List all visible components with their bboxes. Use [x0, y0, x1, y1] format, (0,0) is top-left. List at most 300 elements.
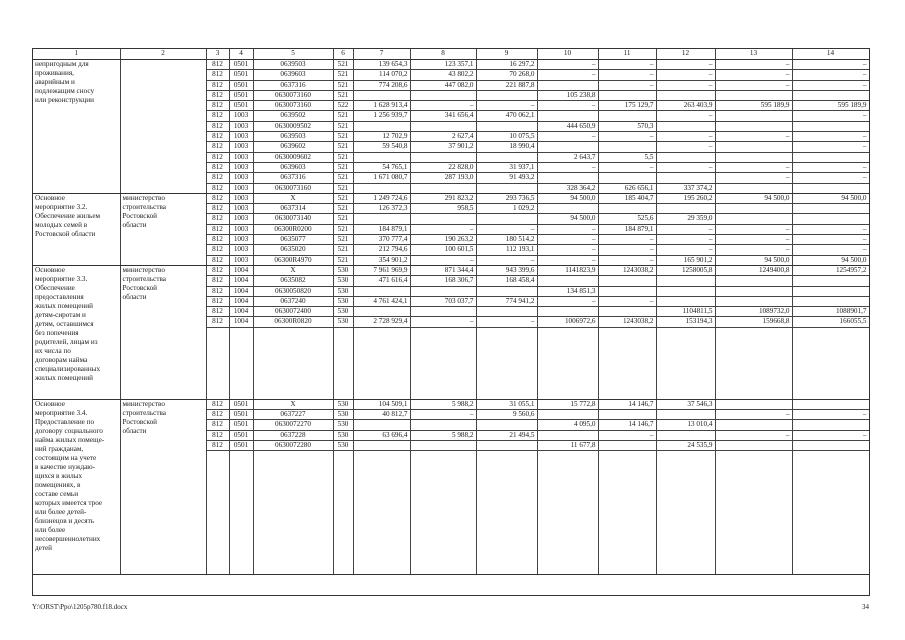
table-cell: 1 256 939,7	[353, 111, 410, 121]
table-cell: 1003	[229, 193, 253, 203]
empty-cell	[792, 554, 869, 564]
empty-cell	[206, 338, 229, 348]
table-cell: 0630072280	[253, 440, 333, 450]
empty-cell	[333, 482, 353, 492]
table-cell	[792, 296, 869, 306]
empty-cell	[598, 348, 656, 358]
table-cell: 105 238,8	[537, 90, 598, 100]
table-cell: 180 514,2	[476, 235, 537, 245]
table-cell	[656, 90, 715, 100]
empty-cell	[253, 502, 333, 512]
header-row	[33, 49, 869, 60]
table-cell: 16 297,2	[476, 60, 537, 70]
empty-cell	[206, 471, 229, 481]
table-cell: 812	[206, 286, 229, 296]
empty-cell	[715, 523, 792, 533]
empty-cell	[410, 482, 476, 492]
table-cell	[353, 90, 410, 100]
table-cell: 0639603	[253, 162, 333, 172]
table-cell	[537, 204, 598, 214]
table-cell: –	[715, 80, 792, 90]
empty-cell	[598, 389, 656, 399]
empty-cell	[206, 482, 229, 492]
empty-cell	[715, 338, 792, 348]
table-cell: –	[598, 132, 656, 142]
table-cell: 570,3	[598, 121, 656, 131]
empty-cell	[229, 348, 253, 358]
column-header: 1	[33, 49, 120, 60]
table-cell	[715, 111, 792, 121]
table-cell	[537, 142, 598, 152]
table-cell	[410, 152, 476, 162]
table-cell: 812	[206, 80, 229, 90]
table-cell: 1003	[229, 173, 253, 183]
table-cell: 0635082	[253, 276, 333, 286]
table-cell: 812	[206, 245, 229, 255]
table-cell: –	[715, 173, 792, 183]
table-cell: 13 010,4	[656, 420, 715, 430]
table-cell: 812	[206, 399, 229, 409]
table-cell: 521	[333, 193, 353, 203]
table-cell: 812	[206, 265, 229, 275]
table-cell: 521	[333, 173, 353, 183]
table-cell: –	[656, 235, 715, 245]
empty-cell	[229, 554, 253, 564]
table-cell: 812	[206, 410, 229, 420]
empty-cell	[537, 451, 598, 461]
table-cell: 5,5	[598, 152, 656, 162]
empty-cell	[410, 513, 476, 523]
table-cell	[537, 276, 598, 286]
empty-cell	[792, 502, 869, 512]
table-cell: 0630073160	[253, 90, 333, 100]
empty-cell	[253, 533, 333, 543]
empty-cell	[598, 492, 656, 502]
table-cell: 341 656,4	[410, 111, 476, 121]
executor-line: министерство	[122, 399, 165, 408]
table-cell: 471 616,4	[353, 276, 410, 286]
empty-cell	[353, 461, 410, 471]
table-cell	[353, 183, 410, 193]
table-cell: 0637240	[253, 296, 333, 306]
empty-cell	[353, 533, 410, 543]
empty-cell	[410, 502, 476, 512]
table-cell: 5 988,2	[410, 430, 476, 440]
empty-cell	[656, 564, 715, 574]
table-cell	[715, 420, 792, 430]
empty-cell	[476, 348, 537, 358]
empty-cell	[253, 368, 333, 378]
table-cell	[476, 183, 537, 193]
table-cell	[792, 286, 869, 296]
table-cell: –	[656, 245, 715, 255]
empty-cell	[206, 348, 229, 358]
table-cell: –	[410, 410, 476, 420]
table-cell	[476, 307, 537, 317]
empty-cell	[353, 554, 410, 564]
table-cell: 1003	[229, 183, 253, 193]
table-cell: 1003	[229, 152, 253, 162]
empty-cell	[715, 368, 792, 378]
table-cell: 9 560,6	[476, 410, 537, 420]
event-name-line: договору социального	[35, 426, 103, 435]
empty-cell	[656, 533, 715, 543]
empty-cell	[715, 461, 792, 471]
table-cell: 521	[333, 214, 353, 224]
empty-cell	[598, 482, 656, 492]
event-name-line: Основное	[35, 399, 65, 408]
empty-cell	[598, 543, 656, 553]
empty-cell	[598, 523, 656, 533]
event-name-line: молодых семей в	[35, 220, 88, 229]
empty-cell	[656, 471, 715, 481]
table-cell: 0630073160	[253, 101, 333, 111]
empty-cell	[353, 471, 410, 481]
empty-cell	[253, 492, 333, 502]
table-cell: 0639503	[253, 132, 333, 142]
empty-cell	[656, 543, 715, 553]
table-cell	[598, 142, 656, 152]
table-cell: 168 306,7	[410, 276, 476, 286]
empty-cell	[537, 471, 598, 481]
empty-cell	[656, 461, 715, 471]
empty-cell	[656, 554, 715, 564]
table-cell: 114 070,2	[353, 70, 410, 80]
empty-cell	[792, 451, 869, 461]
table-cell	[792, 152, 869, 162]
table-cell: 812	[206, 121, 229, 131]
table-cell	[598, 440, 656, 450]
table-cell: 1003	[229, 224, 253, 234]
empty-cell	[229, 327, 253, 337]
empty-cell	[537, 461, 598, 471]
empty-cell	[253, 379, 333, 389]
column-header: 5	[253, 49, 333, 60]
table-cell: –	[656, 162, 715, 172]
table-cell: 1003	[229, 235, 253, 245]
table-cell: –	[656, 132, 715, 142]
table-cell	[792, 183, 869, 193]
empty-cell	[410, 461, 476, 471]
table-cell: 0630073160	[253, 183, 333, 193]
table-cell	[656, 296, 715, 306]
empty-cell	[792, 327, 869, 337]
table-cell	[792, 214, 869, 224]
table-cell	[715, 296, 792, 306]
empty-cell	[206, 523, 229, 533]
executor-line: Ростовской	[122, 283, 158, 292]
table-cell: 263 403,9	[656, 101, 715, 111]
table-cell	[410, 121, 476, 131]
executor-line: области	[122, 292, 147, 301]
table-cell: 626 656,1	[598, 183, 656, 193]
table-cell: 1004	[229, 286, 253, 296]
empty-cell	[333, 554, 353, 564]
page-number: 34	[862, 603, 869, 611]
table-cell: 43 802,2	[410, 70, 476, 80]
table-cell: 94 500,0	[537, 193, 598, 203]
table-cell: 1 671 080,7	[353, 173, 410, 183]
table-cell: 29 359,0	[656, 214, 715, 224]
event-name-line: Основное	[35, 193, 65, 202]
table-cell: 175 129,7	[598, 101, 656, 111]
empty-cell	[229, 533, 253, 543]
table-cell: 22 828,0	[410, 162, 476, 172]
empty-cell	[206, 543, 229, 553]
table-cell: 31 937,1	[476, 162, 537, 172]
table-cell	[410, 183, 476, 193]
empty-cell	[656, 348, 715, 358]
table-cell: 521	[333, 132, 353, 142]
empty-cell	[229, 513, 253, 523]
table-cell: 1243038,2	[598, 317, 656, 327]
empty-cell	[598, 564, 656, 574]
empty-cell	[410, 368, 476, 378]
empty-cell	[792, 348, 869, 358]
table-cell	[598, 173, 656, 183]
table-cell	[715, 90, 792, 100]
table-cell: –	[656, 142, 715, 152]
table-cell: 104 509,1	[353, 399, 410, 409]
table-cell: 184 879,1	[353, 224, 410, 234]
empty-cell	[715, 492, 792, 502]
empty-cell	[598, 461, 656, 471]
table-cell	[715, 286, 792, 296]
table-cell: 159668,8	[715, 317, 792, 327]
empty-cell	[333, 564, 353, 574]
table-cell: 1003	[229, 204, 253, 214]
table-cell: 91 493,2	[476, 173, 537, 183]
table-cell: 123 357,1	[410, 60, 476, 70]
table-cell	[353, 420, 410, 430]
empty-cell	[333, 513, 353, 523]
empty-cell	[537, 348, 598, 358]
table-cell: 287 193,0	[410, 173, 476, 183]
empty-cell	[353, 451, 410, 461]
column-header: 10	[537, 49, 598, 60]
table-cell	[715, 276, 792, 286]
table-cell: 812	[206, 276, 229, 286]
column-header: 4	[229, 49, 253, 60]
table-cell: 24 535,9	[656, 440, 715, 450]
budget-table	[32, 48, 870, 596]
empty-cell	[206, 451, 229, 461]
empty-cell	[353, 348, 410, 358]
table-cell: 06300R0200	[253, 224, 333, 234]
empty-cell	[792, 533, 869, 543]
table-cell	[792, 399, 869, 409]
table-cell: –	[410, 317, 476, 327]
table-cell	[792, 121, 869, 131]
table-cell: –	[476, 317, 537, 327]
table-cell: 1249400,8	[715, 265, 792, 275]
table-cell: –	[537, 132, 598, 142]
table-cell: –	[715, 60, 792, 70]
table-cell: 06300R0820	[253, 317, 333, 327]
table-cell: 1003	[229, 132, 253, 142]
footer-file-path: Y:\ORST\Ppo\1205p780.f18.docx	[32, 603, 128, 611]
empty-cell	[253, 513, 333, 523]
table-cell: 63 696,4	[353, 430, 410, 440]
table-cell: 190 263,2	[410, 235, 476, 245]
table-cell: 06300R4970	[253, 255, 333, 265]
empty-cell	[476, 482, 537, 492]
empty-cell	[353, 338, 410, 348]
table-cell: 521	[333, 80, 353, 90]
table-cell: –	[792, 162, 869, 172]
empty-cell	[598, 451, 656, 461]
table-cell: 94 500,0	[715, 255, 792, 265]
table-cell	[715, 440, 792, 450]
empty-cell	[792, 482, 869, 492]
table-cell: 0639502	[253, 111, 333, 121]
event-name-line: непригодным для	[35, 60, 89, 68]
table-cell: 521	[333, 204, 353, 214]
table-cell	[353, 286, 410, 296]
table-cell	[656, 204, 715, 214]
table-cell	[537, 80, 598, 90]
table-cell: 14 146,7	[598, 420, 656, 430]
table-cell: 100 601,5	[410, 245, 476, 255]
empty-cell	[333, 348, 353, 358]
table-cell: 54 765,1	[353, 162, 410, 172]
table-cell: –	[715, 430, 792, 440]
executor-line: строительства	[122, 202, 166, 211]
table-cell: 112 193,1	[476, 245, 537, 255]
table-cell: –	[792, 245, 869, 255]
empty-cell	[656, 492, 715, 502]
table-cell: 0630009602	[253, 152, 333, 162]
table-cell: –	[656, 80, 715, 90]
table-cell: 1243038,2	[598, 265, 656, 275]
executor-line: Ростовской	[122, 211, 158, 220]
table-cell: 521	[333, 142, 353, 152]
table-cell: 1004	[229, 265, 253, 275]
empty-cell	[656, 389, 715, 399]
table-cell: 812	[206, 152, 229, 162]
empty-cell	[476, 327, 537, 337]
empty-cell	[537, 389, 598, 399]
event-name-line: предоставления	[35, 292, 84, 301]
empty-cell	[410, 389, 476, 399]
table-cell	[537, 173, 598, 183]
table-cell: 165 901,2	[656, 255, 715, 265]
table-cell: 1003	[229, 255, 253, 265]
table-cell	[792, 204, 869, 214]
empty-cell	[715, 564, 792, 574]
empty-cell	[715, 389, 792, 399]
table-cell: –	[537, 235, 598, 245]
empty-cell	[353, 368, 410, 378]
table-cell	[410, 90, 476, 100]
table-cell: –	[715, 162, 792, 172]
table-cell	[715, 214, 792, 224]
table-cell	[476, 440, 537, 450]
empty-cell	[229, 379, 253, 389]
table-cell: –	[598, 235, 656, 245]
table-cell: –	[598, 255, 656, 265]
table-cell: 0630009502	[253, 121, 333, 131]
empty-cell	[537, 513, 598, 523]
table-cell	[598, 111, 656, 121]
table-cell: –	[792, 132, 869, 142]
empty-cell	[598, 327, 656, 337]
event-name-line: мероприятие 3.4.	[35, 408, 88, 417]
table-cell: 521	[333, 70, 353, 80]
event-name-line: несовершеннолетних	[35, 534, 101, 543]
table-cell: 774 941,2	[476, 296, 537, 306]
table-cell	[792, 90, 869, 100]
table-row	[33, 265, 869, 275]
empty-cell	[410, 327, 476, 337]
table-cell: 703 037,7	[410, 296, 476, 306]
event-name-cell	[33, 399, 120, 574]
empty-cell	[656, 327, 715, 337]
table-cell	[476, 152, 537, 162]
table-cell: 812	[206, 307, 229, 317]
empty-cell	[253, 471, 333, 481]
table-cell: 0639602	[253, 142, 333, 152]
table-cell: 1003	[229, 142, 253, 152]
table-cell: 521	[333, 183, 353, 193]
table-cell: 1003	[229, 121, 253, 131]
table-cell	[410, 307, 476, 317]
table-cell: –	[598, 245, 656, 255]
table-cell: 0639503	[253, 60, 333, 70]
table-cell	[537, 430, 598, 440]
table-cell: 1004	[229, 317, 253, 327]
empty-cell	[598, 513, 656, 523]
table-cell: 530	[333, 307, 353, 317]
empty-cell	[206, 502, 229, 512]
empty-cell	[476, 554, 537, 564]
table-cell: –	[715, 132, 792, 142]
empty-cell	[537, 492, 598, 502]
table-cell: 0637227	[253, 410, 333, 420]
empty-cell	[410, 523, 476, 533]
empty-cell	[656, 451, 715, 461]
empty-cell	[229, 471, 253, 481]
event-name-line: специализированных	[35, 364, 101, 373]
table-cell: 291 823,2	[410, 193, 476, 203]
table-cell: 1104811,5	[656, 307, 715, 317]
table-cell: 1004	[229, 307, 253, 317]
table-cell: 1003	[229, 111, 253, 121]
empty-cell	[715, 327, 792, 337]
empty-cell	[715, 533, 792, 543]
table-cell: 958,5	[410, 204, 476, 214]
empty-cell	[537, 368, 598, 378]
empty-cell	[253, 348, 333, 358]
empty-cell	[410, 358, 476, 368]
empty-cell	[333, 451, 353, 461]
empty-cell	[715, 502, 792, 512]
table-cell: 521	[333, 152, 353, 162]
empty-cell	[598, 554, 656, 564]
executor-cell	[120, 399, 206, 574]
table-cell: 530	[333, 399, 353, 409]
table-cell: –	[476, 255, 537, 265]
table-cell: –	[537, 60, 598, 70]
event-name-line: щихся в жилых	[35, 471, 83, 480]
empty-cell	[229, 482, 253, 492]
table-cell: 2 728 929,4	[353, 317, 410, 327]
empty-cell	[253, 389, 333, 399]
empty-cell	[656, 482, 715, 492]
table-cell	[353, 440, 410, 450]
table-cell: 21 494,5	[476, 430, 537, 440]
table-cell: 1004	[229, 296, 253, 306]
